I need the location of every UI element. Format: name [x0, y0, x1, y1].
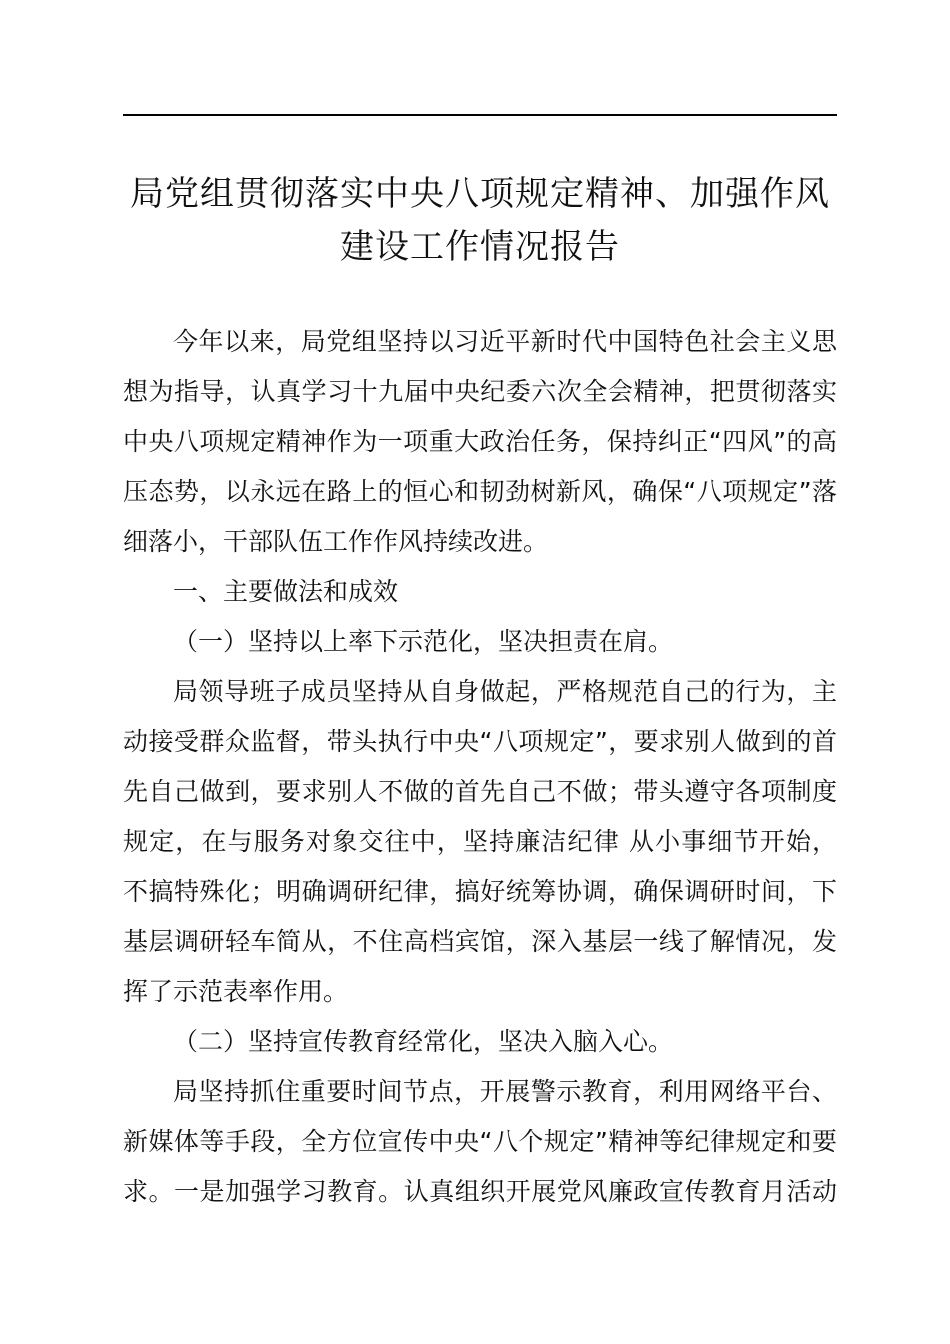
paragraph-line: 先自己做到，要求别人不做的首先自己不做；带头遵守各项制度 — [123, 777, 837, 806]
paragraph-line: 新媒体等手段，全方位宣传中央“八个规定”精神等纪律规定和要 — [123, 1127, 837, 1156]
paragraph-line: 挥了示范表率作用。 — [123, 977, 349, 1006]
paragraph-line: 想为指导，认真学习十九届中央纪委六次全会精神，把贯彻落实 — [123, 377, 837, 406]
header-rule — [123, 114, 837, 116]
paragraph-line: 今年以来，局党组坚持以习近平新时代中国特色社会主义思 — [173, 327, 837, 356]
paragraph-line: 不搞特殊化；明确调研纪律，搞好统筹协调，确保调研时间，下 — [123, 877, 837, 906]
paragraph-line: 动接受群众监督，带头执行中央“八项规定”，要求别人做到的首 — [123, 727, 837, 756]
paragraph-line: 求。一是加强学习教育。认真组织开展党风廉政宣传教育月活动 — [123, 1177, 837, 1206]
section-heading: 一、主要做法和成效 — [173, 577, 399, 606]
document-title-line-1: 局党组贯彻落实中央八项规定精神、加强作风 — [130, 174, 830, 214]
document-title-line-2: 建设工作情况报告 — [340, 227, 620, 267]
paragraph-line: 中央八项规定精神作为一项重大政治任务，保持纠正“四风”的高 — [123, 427, 837, 456]
subsection-heading: （二）坚持宣传教育经常化，坚决入脑入心。 — [173, 1027, 674, 1056]
paragraph-line: 局坚持抓住重要时间节点，开展警示教育，利用网络平台、 — [173, 1077, 837, 1106]
subsection-heading: （一）坚持以上率下示范化，坚决担责在肩。 — [173, 627, 674, 656]
paragraph-line: 局领导班子成员坚持从自身做起，严格规范自己的行为，主 — [173, 677, 837, 706]
paragraph-line: 基层调研轻车简从，不住高档宾馆，深入基层一线了解情况，发 — [123, 927, 837, 956]
paragraph-line: 压态势，以永远在路上的恒心和韧劲树新风，确保“八项规定”落 — [123, 477, 837, 506]
paragraph-line: 细落小，干部队伍工作作风持续改进。 — [123, 527, 549, 556]
paragraph-line: 规定，在与服务对象交往中，坚持廉洁纪律 从小事细节开始， — [123, 827, 837, 856]
